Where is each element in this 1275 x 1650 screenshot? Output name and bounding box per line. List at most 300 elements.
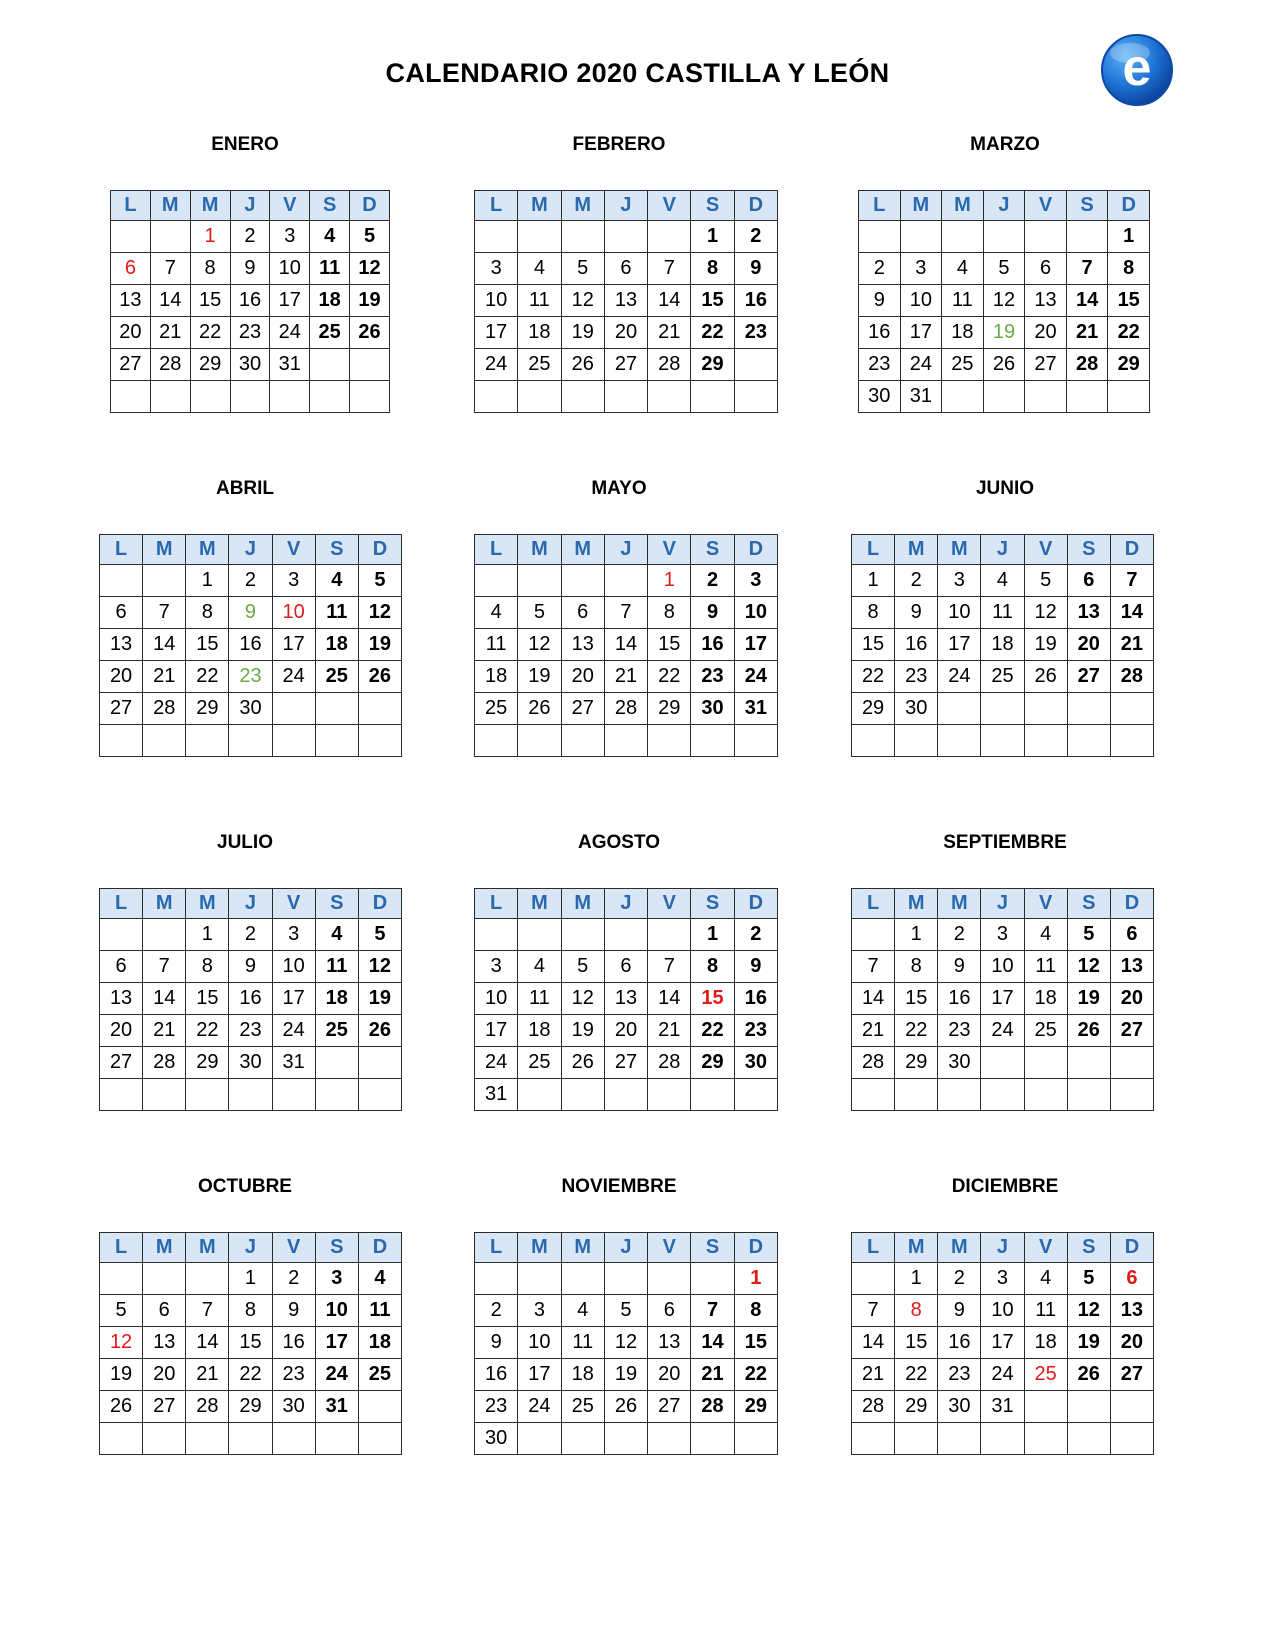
day-cell: 9	[859, 285, 901, 317]
weekday-header: L	[852, 1233, 895, 1263]
day-cell: 31	[272, 1047, 315, 1079]
weekday-header: M	[518, 535, 561, 565]
day-cell: 6	[604, 253, 647, 285]
day-cell: 12	[604, 1327, 647, 1359]
day-cell: 17	[981, 983, 1024, 1015]
week-row	[100, 725, 402, 757]
day-cell: 22	[190, 317, 230, 349]
day-cell: 4	[942, 253, 984, 285]
month-calendar-junio	[851, 534, 1154, 757]
day-cell: 14	[143, 983, 186, 1015]
day-cell: 25	[315, 1015, 358, 1047]
day-cell: 19	[1024, 629, 1067, 661]
weekday-header: S	[315, 1233, 358, 1263]
day-cell: 19	[358, 983, 401, 1015]
day-cell: 25	[942, 349, 984, 381]
empty-day-cell	[981, 693, 1024, 725]
empty-day-cell	[143, 565, 186, 597]
weekday-header: M	[900, 191, 942, 221]
empty-day-cell	[518, 381, 561, 413]
weekday-header: V	[648, 535, 691, 565]
weekday-header: M	[895, 535, 938, 565]
weekday-header: L	[475, 191, 518, 221]
weekday-header: M	[895, 1233, 938, 1263]
day-cell: 15	[1108, 285, 1150, 317]
day-cell: 7	[852, 951, 895, 983]
holiday-day-cell: 6	[1110, 1263, 1153, 1295]
day-cell: 17	[938, 629, 981, 661]
day-cell: 9	[475, 1327, 518, 1359]
day-cell: 29	[895, 1391, 938, 1423]
day-cell: 17	[270, 285, 310, 317]
week-row	[475, 1359, 778, 1391]
day-cell: 27	[648, 1391, 691, 1423]
regional-holiday-day-cell: 19	[983, 317, 1025, 349]
day-cell: 1	[852, 565, 895, 597]
day-cell: 27	[1025, 349, 1067, 381]
empty-day-cell	[604, 725, 647, 757]
month-name: JUNIO	[975, 478, 1035, 499]
day-cell: 30	[734, 1047, 777, 1079]
week-row	[859, 253, 1150, 285]
week-row	[475, 983, 778, 1015]
day-cell: 2	[272, 1263, 315, 1295]
day-cell: 21	[143, 661, 186, 693]
day-cell: 19	[561, 1015, 604, 1047]
day-cell: 19	[604, 1359, 647, 1391]
weekday-header: D	[1110, 1233, 1153, 1263]
day-cell: 8	[1108, 253, 1150, 285]
week-row	[100, 951, 402, 983]
day-cell: 2	[895, 565, 938, 597]
day-cell: 29	[186, 1047, 229, 1079]
empty-day-cell	[358, 693, 401, 725]
day-cell: 19	[518, 661, 561, 693]
empty-day-cell	[1110, 725, 1153, 757]
day-cell: 21	[648, 1015, 691, 1047]
empty-day-cell	[938, 1079, 981, 1111]
week-row	[475, 1423, 778, 1455]
day-cell: 31	[900, 381, 942, 413]
day-cell: 4	[981, 565, 1024, 597]
week-row	[475, 951, 778, 983]
week-row	[475, 661, 778, 693]
day-cell: 28	[852, 1047, 895, 1079]
empty-day-cell	[350, 349, 390, 381]
day-cell: 25	[561, 1391, 604, 1423]
week-row	[111, 349, 390, 381]
day-cell: 16	[895, 629, 938, 661]
day-cell: 7	[143, 951, 186, 983]
weekday-header: L	[111, 191, 151, 221]
day-cell: 30	[475, 1423, 518, 1455]
empty-day-cell	[475, 565, 518, 597]
empty-day-cell	[315, 1047, 358, 1079]
empty-day-cell	[852, 919, 895, 951]
day-cell: 4	[315, 565, 358, 597]
empty-day-cell	[310, 381, 350, 413]
day-cell: 14	[604, 629, 647, 661]
day-cell: 14	[648, 285, 691, 317]
day-cell: 11	[1024, 1295, 1067, 1327]
weekday-header: M	[143, 535, 186, 565]
empty-day-cell	[1110, 1423, 1153, 1455]
weekday-header: M	[938, 1233, 981, 1263]
weekday-header: S	[1067, 889, 1110, 919]
weekday-header: M	[561, 889, 604, 919]
empty-day-cell	[1067, 693, 1110, 725]
month-name: JULIO	[217, 832, 273, 853]
month-calendar-octubre	[99, 1232, 402, 1455]
empty-day-cell	[859, 221, 901, 253]
day-cell: 10	[981, 951, 1024, 983]
day-cell: 22	[852, 661, 895, 693]
day-cell: 9	[272, 1295, 315, 1327]
day-cell: 4	[1024, 919, 1067, 951]
holiday-day-cell: 6	[111, 253, 151, 285]
week-row	[111, 221, 390, 253]
day-cell: 6	[1110, 919, 1153, 951]
week-row	[475, 565, 778, 597]
day-cell: 3	[475, 951, 518, 983]
day-cell: 8	[186, 951, 229, 983]
day-cell: 21	[691, 1359, 734, 1391]
week-row	[852, 565, 1154, 597]
weekday-header: V	[272, 1233, 315, 1263]
empty-day-cell	[734, 1079, 777, 1111]
empty-day-cell	[895, 725, 938, 757]
weekday-header: J	[981, 889, 1024, 919]
empty-day-cell	[230, 381, 270, 413]
day-cell: 16	[859, 317, 901, 349]
day-cell: 9	[691, 597, 734, 629]
day-cell: 19	[100, 1359, 143, 1391]
day-cell: 7	[691, 1295, 734, 1327]
day-cell: 3	[272, 919, 315, 951]
day-cell: 20	[1067, 629, 1110, 661]
day-cell: 18	[518, 1015, 561, 1047]
day-cell: 28	[186, 1391, 229, 1423]
day-cell: 18	[981, 629, 1024, 661]
weekday-header: S	[315, 889, 358, 919]
day-cell: 31	[475, 1079, 518, 1111]
day-cell: 16	[734, 285, 777, 317]
empty-day-cell	[1024, 693, 1067, 725]
day-cell: 11	[518, 983, 561, 1015]
day-cell: 8	[691, 951, 734, 983]
empty-day-cell	[852, 1263, 895, 1295]
day-cell: 4	[475, 597, 518, 629]
week-row	[475, 1079, 778, 1111]
day-cell: 11	[561, 1327, 604, 1359]
week-row	[852, 1391, 1154, 1423]
day-cell: 24	[938, 661, 981, 693]
day-cell: 22	[648, 661, 691, 693]
empty-day-cell	[518, 1079, 561, 1111]
empty-day-cell	[315, 693, 358, 725]
week-row	[852, 1047, 1154, 1079]
day-cell: 10	[315, 1295, 358, 1327]
day-cell: 23	[734, 1015, 777, 1047]
empty-day-cell	[111, 381, 151, 413]
day-cell: 19	[1067, 1327, 1110, 1359]
empty-day-cell	[734, 349, 777, 381]
empty-day-cell	[100, 1263, 143, 1295]
weekday-header: D	[734, 889, 777, 919]
day-cell: 5	[561, 951, 604, 983]
week-row	[859, 285, 1150, 317]
day-cell: 14	[1110, 597, 1153, 629]
day-cell: 29	[691, 349, 734, 381]
day-cell: 21	[852, 1015, 895, 1047]
week-row	[475, 1295, 778, 1327]
weekday-header: M	[518, 1233, 561, 1263]
empty-day-cell	[1024, 1079, 1067, 1111]
day-cell: 18	[561, 1359, 604, 1391]
day-cell: 16	[691, 629, 734, 661]
weekday-header: M	[561, 535, 604, 565]
empty-day-cell	[475, 221, 518, 253]
day-cell: 14	[143, 629, 186, 661]
day-cell: 15	[190, 285, 230, 317]
week-row	[852, 1359, 1154, 1391]
day-cell: 30	[272, 1391, 315, 1423]
day-cell: 8	[190, 253, 230, 285]
day-cell: 2	[691, 565, 734, 597]
day-cell: 12	[1024, 597, 1067, 629]
weekday-header: J	[229, 535, 272, 565]
day-cell: 2	[229, 919, 272, 951]
day-cell: 20	[100, 1015, 143, 1047]
empty-day-cell	[691, 1263, 734, 1295]
day-cell: 3	[981, 1263, 1024, 1295]
empty-day-cell	[604, 221, 647, 253]
day-cell: 14	[1066, 285, 1108, 317]
empty-day-cell	[270, 381, 310, 413]
day-cell: 22	[1108, 317, 1150, 349]
month-calendar-septiembre	[851, 888, 1154, 1111]
empty-day-cell	[561, 1423, 604, 1455]
empty-day-cell	[561, 919, 604, 951]
weekday-header: D	[734, 535, 777, 565]
empty-day-cell	[981, 1423, 1024, 1455]
empty-day-cell	[648, 1423, 691, 1455]
day-cell: 7	[186, 1295, 229, 1327]
day-cell: 22	[691, 1015, 734, 1047]
day-cell: 18	[315, 629, 358, 661]
empty-day-cell	[1110, 1047, 1153, 1079]
holiday-day-cell: 25	[1024, 1359, 1067, 1391]
day-cell: 1	[895, 919, 938, 951]
day-cell: 19	[350, 285, 390, 317]
empty-day-cell	[561, 725, 604, 757]
weekday-header: M	[561, 1233, 604, 1263]
weekday-header: J	[604, 1233, 647, 1263]
week-row	[100, 661, 402, 693]
empty-day-cell	[100, 1423, 143, 1455]
month-name: MAYO	[591, 478, 647, 499]
day-cell: 14	[691, 1327, 734, 1359]
month-calendar-abril	[99, 534, 402, 757]
day-cell: 13	[604, 983, 647, 1015]
weekday-header: M	[186, 1233, 229, 1263]
month-calendar-julio	[99, 888, 402, 1111]
empty-day-cell	[691, 381, 734, 413]
day-cell: 12	[983, 285, 1025, 317]
empty-day-cell	[648, 221, 691, 253]
day-cell: 10	[981, 1295, 1024, 1327]
empty-day-cell	[186, 1263, 229, 1295]
empty-day-cell	[186, 1423, 229, 1455]
day-cell: 14	[150, 285, 190, 317]
empty-day-cell	[358, 1391, 401, 1423]
weekday-header: S	[1066, 191, 1108, 221]
day-cell: 15	[691, 285, 734, 317]
day-cell: 13	[648, 1327, 691, 1359]
day-cell: 7	[1066, 253, 1108, 285]
empty-day-cell	[561, 221, 604, 253]
week-row	[111, 253, 390, 285]
day-cell: 22	[229, 1359, 272, 1391]
day-cell: 20	[1110, 983, 1153, 1015]
day-cell: 29	[1108, 349, 1150, 381]
day-cell: 17	[734, 629, 777, 661]
week-row	[100, 629, 402, 661]
month-name: DICIEMBRE	[951, 1176, 1059, 1197]
empty-day-cell	[190, 381, 230, 413]
day-cell: 27	[561, 693, 604, 725]
day-cell: 21	[604, 661, 647, 693]
weekday-header: M	[895, 889, 938, 919]
weekday-header: J	[229, 1233, 272, 1263]
day-cell: 21	[648, 317, 691, 349]
week-row	[100, 1079, 402, 1111]
day-cell: 11	[1024, 951, 1067, 983]
week-row	[100, 1391, 402, 1423]
day-cell: 23	[229, 1015, 272, 1047]
day-cell: 2	[859, 253, 901, 285]
day-cell: 21	[1110, 629, 1153, 661]
month-name: FEBRERO	[572, 134, 666, 155]
week-row	[852, 661, 1154, 693]
day-cell: 31	[734, 693, 777, 725]
week-row	[852, 629, 1154, 661]
month-name: NOVIEMBRE	[561, 1176, 677, 1197]
day-cell: 7	[604, 597, 647, 629]
empty-day-cell	[734, 381, 777, 413]
day-cell: 27	[100, 1047, 143, 1079]
empty-day-cell	[604, 1423, 647, 1455]
day-cell: 21	[150, 317, 190, 349]
month-name: MARZO	[970, 134, 1040, 155]
day-cell: 16	[938, 1327, 981, 1359]
day-cell: 26	[1067, 1359, 1110, 1391]
week-row	[100, 1295, 402, 1327]
day-cell: 13	[1025, 285, 1067, 317]
day-cell: 2	[229, 565, 272, 597]
day-cell: 3	[272, 565, 315, 597]
day-cell: 4	[1024, 1263, 1067, 1295]
week-row	[100, 1359, 402, 1391]
weekday-header: M	[190, 191, 230, 221]
empty-day-cell	[1024, 725, 1067, 757]
day-cell: 24	[734, 661, 777, 693]
day-cell: 10	[734, 597, 777, 629]
empty-day-cell	[604, 1079, 647, 1111]
weekday-header: V	[648, 1233, 691, 1263]
day-cell: 16	[734, 983, 777, 1015]
day-cell: 25	[518, 1047, 561, 1079]
weekday-header: M	[143, 1233, 186, 1263]
week-row	[852, 1079, 1154, 1111]
day-cell: 27	[1110, 1359, 1153, 1391]
day-cell: 18	[358, 1327, 401, 1359]
weekday-header: L	[475, 889, 518, 919]
day-cell: 26	[561, 349, 604, 381]
empty-day-cell	[691, 725, 734, 757]
empty-day-cell	[691, 1423, 734, 1455]
day-cell: 22	[734, 1359, 777, 1391]
empty-day-cell	[272, 725, 315, 757]
day-cell: 25	[1024, 1015, 1067, 1047]
day-cell: 15	[852, 629, 895, 661]
day-cell: 5	[1067, 1263, 1110, 1295]
weekday-header: D	[734, 191, 777, 221]
day-cell: 26	[518, 693, 561, 725]
day-cell: 7	[852, 1295, 895, 1327]
day-cell: 6	[1025, 253, 1067, 285]
day-cell: 25	[358, 1359, 401, 1391]
weekday-header: M	[150, 191, 190, 221]
week-row	[100, 1423, 402, 1455]
day-cell: 4	[518, 951, 561, 983]
day-cell: 2	[734, 221, 777, 253]
empty-day-cell	[518, 1263, 561, 1295]
day-cell: 24	[272, 1015, 315, 1047]
weekday-header: V	[272, 889, 315, 919]
day-cell: 28	[648, 1047, 691, 1079]
week-row	[100, 693, 402, 725]
week-row	[475, 1047, 778, 1079]
day-cell: 27	[604, 1047, 647, 1079]
day-cell: 26	[983, 349, 1025, 381]
day-cell: 6	[143, 1295, 186, 1327]
empty-day-cell	[272, 1079, 315, 1111]
empty-day-cell	[518, 919, 561, 951]
empty-day-cell	[518, 221, 561, 253]
empty-day-cell	[143, 1079, 186, 1111]
day-cell: 8	[852, 597, 895, 629]
day-cell: 31	[270, 349, 310, 381]
empty-day-cell	[604, 1263, 647, 1295]
empty-day-cell	[1025, 221, 1067, 253]
week-row	[852, 983, 1154, 1015]
day-cell: 26	[561, 1047, 604, 1079]
weekday-header: M	[561, 191, 604, 221]
day-cell: 30	[229, 693, 272, 725]
day-cell: 25	[315, 661, 358, 693]
weekday-header: V	[1024, 889, 1067, 919]
weekday-header: M	[186, 889, 229, 919]
empty-day-cell	[983, 221, 1025, 253]
day-cell: 31	[315, 1391, 358, 1423]
empty-day-cell	[1024, 1047, 1067, 1079]
day-cell: 9	[229, 951, 272, 983]
week-row	[475, 285, 778, 317]
day-cell: 5	[100, 1295, 143, 1327]
day-cell: 2	[938, 919, 981, 951]
day-cell: 17	[475, 317, 518, 349]
